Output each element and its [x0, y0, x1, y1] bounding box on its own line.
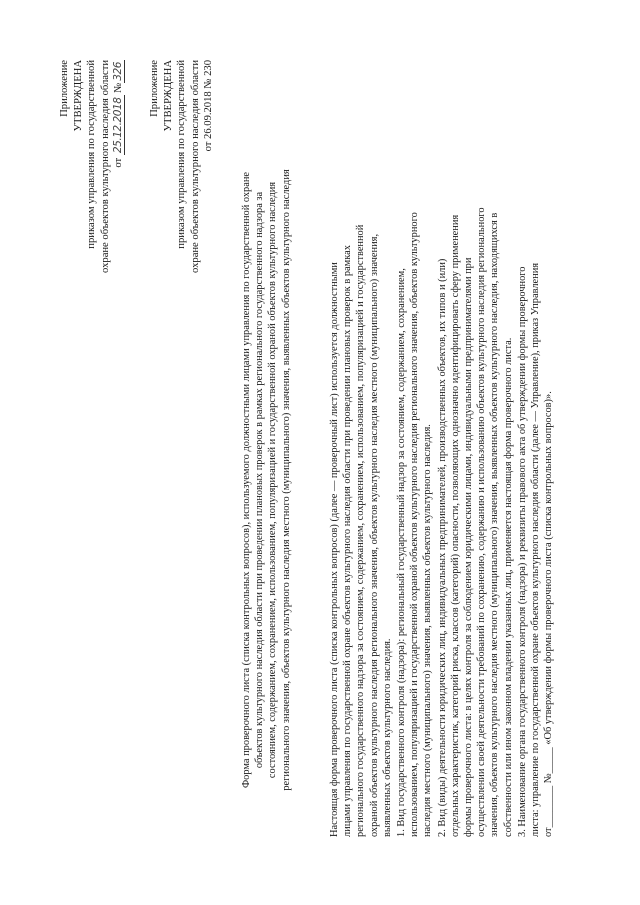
date-number-line: от 26.09.2018 № 230 [203, 60, 215, 152]
date-prefix: от [113, 157, 125, 168]
approval-stamp-current [58, 60, 126, 390]
intro-paragraph [328, 95, 394, 865]
order-line: приказом управления по государственной [176, 60, 188, 249]
text-line: значения, объектов культурного наследия местного (муниципального) значения, выявленных объектов культурного наследия, находящихся в [489, 212, 501, 837]
approved-label: УТВЕРЖДЕНА [162, 60, 174, 132]
text-line: листа: управление по государственной охране объектов культурного наследия области (далее — Управление), приказ Управления [530, 262, 542, 837]
text-line: 3. Наименование органа государственного контроля (надзора) и реквизиты правового акта об утверждении формы проверочного [516, 266, 528, 837]
authority-line: охране объектов культурного наследия области [99, 60, 111, 273]
text-line: лицами управления по государственной охране объектов культурного наследия области при проведении плановых проверок в рамках [342, 245, 354, 837]
text-line: выявленных объектов культурного наследия. [381, 638, 393, 837]
text-line: собственности или ином законном владении указанных лиц, применяется настоящая форма проверочного листа. [502, 337, 514, 837]
body-text [328, 95, 555, 865]
approved-label: УТВЕРЖДЕНА [72, 60, 84, 132]
paragraph-2-activity-types [436, 95, 515, 865]
handwritten-date: 25.12.2018 [112, 97, 125, 154]
text-line: формы проверочного листа: в целях контроля за соблюдением юридическими лицами, индивидуальными предпринимателями при [463, 257, 475, 837]
text-line: 1. Вид государственного контроля (надзора): региональный государственный надзор за состоянием, содержанием, сохранением, [396, 268, 408, 837]
approval-stamp-previous [148, 60, 216, 390]
text-line: регионального государственного надзора за состоянием, содержанием, сохранением, использованием, популяризацией и государственной [355, 224, 367, 837]
title-line: регионального значения, объектов культурного наследия местного (муниципального) значения, выявленных объектов культурного наследия [280, 169, 292, 791]
text-line: использованием, популяризацией и государственной охраной объектов культурного наследия регионального значения, объектов культурного [409, 212, 421, 837]
text-line: наследия местного (муниципального) значения, выявленных объектов культурного наследия. [422, 424, 434, 837]
date-number-line [112, 60, 126, 390]
appendix-label: Приложение [59, 60, 70, 117]
authority-line: охране объектов культурного наследия области [189, 60, 201, 273]
text-line: отдельных характеристик, категорий риска, классов (категорий) опасности, позволяющих однозначно идентифицировать сферу применения [449, 214, 461, 837]
form-title [240, 95, 293, 865]
title-line: Форма проверочного листа (списка контрольных вопросов), используемого должностными лицами управления по государственной охране [241, 171, 252, 789]
order-line: приказом управления по государственной [86, 60, 98, 249]
title-line: объектов культурного наследия области при проведении плановых проверок в рамках регионального государственного надзора за [254, 191, 266, 769]
text-line: Настоящая форма проверочного листа (списка контрольных вопросов) (далее — проверочный лист) используется должностными [329, 262, 340, 837]
paragraph-3-authority-name [516, 95, 556, 865]
text-line: осуществлении своей деятельности требований по сохранению, содержанию и использованию объектов культурного наследия регионального [476, 207, 488, 837]
text-line: от________ №_____ «Об утверждении формы проверочного листа (списка контрольных вопросов)». [543, 391, 555, 837]
appendix-label: Приложение [149, 60, 160, 117]
title-line: состоянием, содержанием, сохранением, использованием, популяризацией и государственной охраной объектов культурного наследия [267, 181, 279, 779]
text-line: 2. Вид (виды) деятельности юридических лиц, индивидуальных предпринимателей, производственных объектов, их типов и (или) [436, 258, 448, 837]
paragraph-1-control-type [395, 95, 435, 865]
number-prefix: № [113, 82, 125, 93]
handwritten-number: 326 [112, 62, 125, 81]
text-line: охраной объектов культурного наследия регионального значения, объектов культурного наследия местного (муниципального) значения, [368, 233, 380, 837]
